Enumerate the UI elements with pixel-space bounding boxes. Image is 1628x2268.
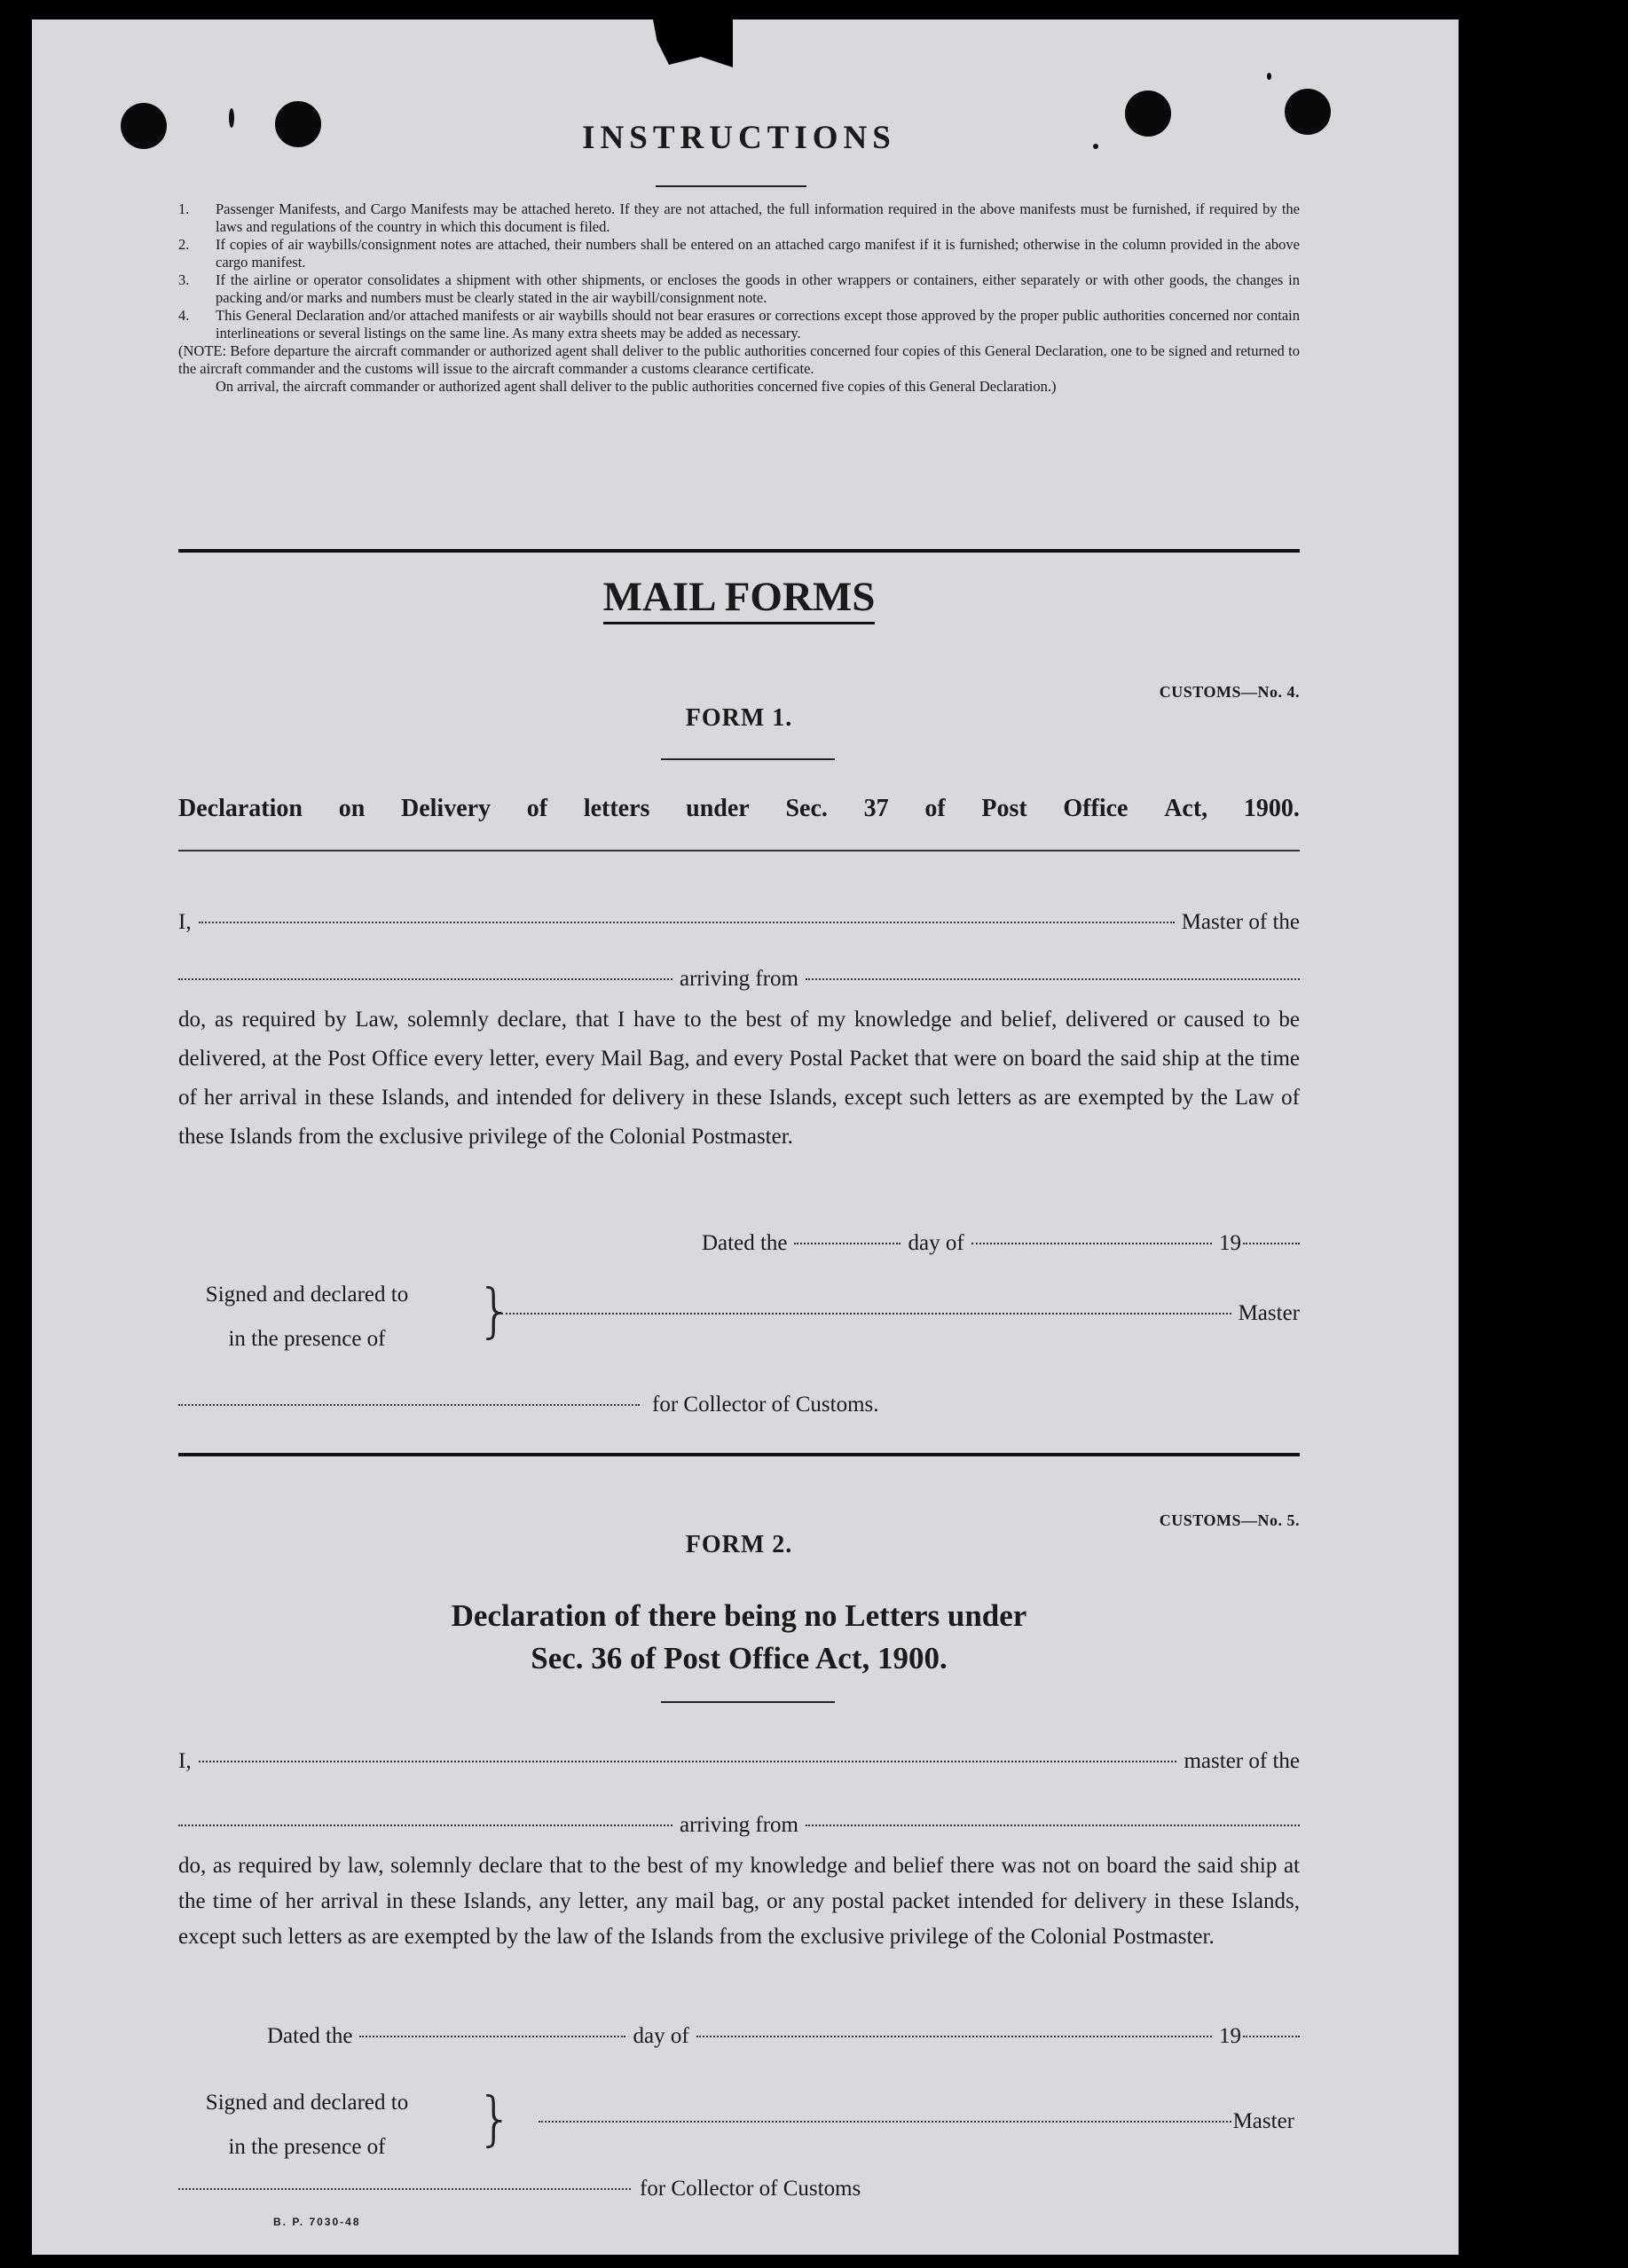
section-divider [178,1453,1300,1456]
year-field[interactable] [1243,2036,1300,2037]
master-label: Master [1232,2109,1294,2133]
divider [178,850,1300,851]
presence-of-label: in the presence of [228,2135,386,2159]
form1-arriving-line [178,967,1300,992]
instructions-list [178,200,1300,396]
instruction-number: 2. [178,236,190,253]
form2-date-line [178,2024,1300,2049]
form2-customs-number: CUSTOMS—No. 5. [1159,1511,1300,1529]
form2-name-line [178,1749,1300,1774]
instruction-text: This General Declaration and/or attached manifests or air waybills should not bear erasures or corrections except those approved by the proper public authorities concerned nor contain interlineations or several listings on the same line. As many extra sheets may be added as necessary. [216,307,1300,341]
instruction-number: 1. [178,200,190,217]
collector-signature-field[interactable] [178,2188,631,2190]
arriving-from-field[interactable] [806,1825,1300,1826]
instruction-text: Passenger Manifests, and Cargo Manifests may be attached hereto. If they are not attached, the full information required in the above manifests must be furnished, if required by the laws and regulations of the country in which this document is filed. [216,200,1300,235]
ship-name-field[interactable] [178,1825,672,1826]
instruction-text: If the airline or operator consolidates a shipment with other shipments, or encloses the goods in other wrappers or containers, either separately or with other goods, the changes in packing and/or marks and numbers must be clearly stated in the air waybill/consignment note. [216,271,1300,306]
master-name-field[interactable] [199,1761,1177,1762]
form1-customs-number: CUSTOMS—No. 4. [1159,683,1300,701]
instruction-text: If copies of air waybills/consignment notes are attached, their numbers shall be entered on an attached cargo manifest if it is furnished; otherwise in the column provided in the above cargo manifest. [216,236,1300,271]
month-field[interactable] [696,2036,1212,2037]
i-label: I, [178,1749,192,1773]
master-signature-line [501,1301,1300,1326]
collector-signature-field[interactable] [178,1404,640,1406]
form2-arriving-line [178,1813,1300,1838]
instruction-item [178,236,1300,271]
instruction-item [178,271,1300,307]
mail-forms-title: MAIL FORMS [178,573,1300,621]
section-divider [178,549,1300,553]
instruction-number: 4. [178,307,190,324]
signed-declared-label: Signed and declared to [205,2091,409,2115]
year-prefix: 19 [1219,2024,1241,2048]
signed-declared-label: Signed and declared to [205,1283,409,1307]
dated-the-label: Dated the [702,1231,788,1255]
master-of-the-label: Master of the [1181,910,1300,934]
form1-date-line [178,1231,1300,1256]
form1-label: FORM 1. [685,704,793,732]
collector-label: for Collector of Customs [640,2177,861,2201]
day-of-label: day of [908,1231,964,1255]
instruction-note [178,342,1300,396]
dated-the-label: Dated the [267,2024,353,2048]
brace: } [476,1276,514,1345]
divider [661,758,835,760]
form1-collector-line [178,1393,941,1417]
ship-name-field[interactable] [178,978,672,980]
year-field[interactable] [1243,1243,1300,1244]
day-of-label: day of [633,2024,689,2048]
form2-collector-line [178,2177,941,2201]
form2-signature-block [178,2081,1300,2178]
note-arrival: On arrival, the aircraft commander or authorized agent shall deliver to the public authorities concerned five copies of this General Declaration.) [216,378,1057,395]
instruction-item [178,307,1300,342]
instruction-item [178,200,1300,236]
master-signature-field[interactable] [501,1313,1231,1314]
year-prefix: 19 [1219,1231,1241,1255]
content-area [178,20,1300,2255]
i-label: I, [178,910,192,934]
note-departure: (NOTE: Before departure the aircraft commander or authorized agent shall deliver to the public authorities concerned four copies of this General Declaration, one to be signed and returned to the aircraft commander and the customs will issue to the aircraft commander a customs clearance certificate. [178,342,1300,377]
instructions-title: INSTRUCTIONS [582,120,896,156]
master-label: Master [1238,1301,1300,1325]
instruction-number: 3. [178,271,190,288]
master-name-field[interactable] [199,922,1175,923]
form2-declaration-title: Declaration of there being no Letters under Sec. 36 of Post Office Act, 1900. [451,1598,1027,1675]
divider [656,185,806,187]
brace: } [476,2084,514,2153]
punch-hole-left-1 [121,103,167,149]
arriving-from-label: arriving from [680,967,798,991]
master-of-the-label: master of the [1184,1749,1300,1773]
day-field[interactable] [359,2036,625,2037]
form1-name-line [178,910,1300,935]
collector-label: for Collector of Customs. [652,1393,879,1417]
arriving-from-field[interactable] [806,978,1300,980]
document-page [32,20,1459,2255]
arriving-from-label: arriving from [680,1813,798,1837]
form-code: B. P. 7030-48 [273,2216,361,2228]
presence-of-label: in the presence of [228,1327,386,1351]
month-field[interactable] [971,1243,1212,1244]
master-signature-field[interactable] [539,2121,1231,2123]
master-signature-line [539,2109,1294,2134]
day-field[interactable] [794,1243,901,1244]
form2-body: do, as required by law, solemnly declare that to the best of my knowledge and belief there was not on board the said ship at the time of her arrival in these Islands, any letter, any mail bag, or any postal packet intended for delivery in these Islands, except such letters as are exempted by the law of the Islands from the exclusive privilege of the Colonial Postmaster. [178,1854,1300,1949]
form1-body: do, as required by Law, solemnly declare, that I have to the best of my knowledge and belief, delivered or caused to be delivered, at the Post Office every letter, every Mail Bag, and every Postal Packet that were on board the said ship at the time of her arrival in these Islands, and intended for delivery in these Islands, except such letters as are exempted by the Law of these Islands from the exclusive privilege of the Colonial Postmaster. [178,1008,1300,1149]
divider [661,1701,835,1703]
form1-declaration-title: Declaration on Delivery of letters under Sec. 37 of Post Office Act, 1900. [178,795,1300,822]
form1-signature-block [178,1273,1300,1370]
form2-label: FORM 2. [685,1531,793,1558]
